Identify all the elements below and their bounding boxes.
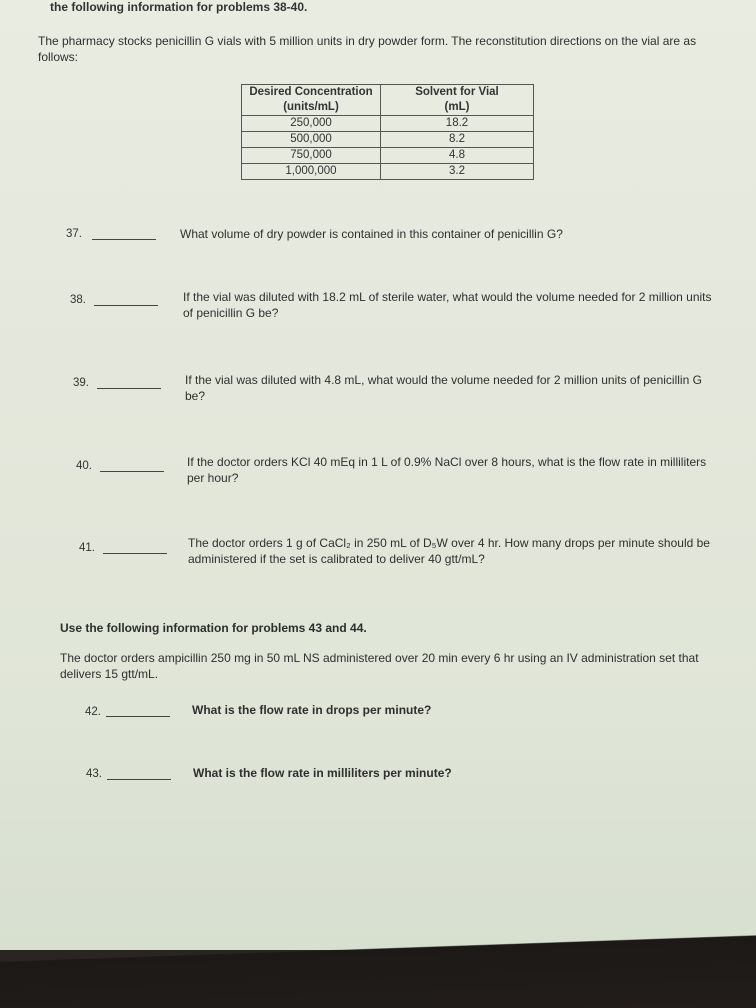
answer-blank-39[interactable] — [97, 388, 161, 389]
table-cell-concentration: 500,000 — [242, 132, 381, 148]
column-header-solvent: Solvent for Vial (mL) — [381, 85, 534, 116]
column-header-concentration: Desired Concentration (units/mL) — [242, 85, 381, 116]
table-header-row — [242, 85, 534, 116]
table-row — [242, 164, 534, 180]
table-row — [242, 116, 534, 132]
question-number-37: 37. — [66, 228, 82, 240]
desk-background — [0, 930, 756, 1008]
question-number-42: 42. — [85, 706, 101, 718]
answer-blank-38[interactable] — [94, 305, 158, 306]
table-cell-solvent: 4.8 — [381, 148, 534, 164]
question-number-39: 39. — [73, 377, 89, 389]
answer-blank-37[interactable] — [92, 239, 156, 240]
table-cell-solvent: 18.2 — [381, 116, 534, 132]
table-cell-concentration: 1,000,000 — [242, 164, 381, 180]
question-text-42: What is the flow rate in drops per minute? — [192, 703, 432, 717]
section-header: the following information for problems 38-40. — [50, 0, 308, 14]
question-number-40: 40. — [76, 460, 92, 472]
table-cell-concentration: 750,000 — [242, 148, 381, 164]
answer-blank-40[interactable] — [100, 471, 164, 472]
question-text-43: What is the flow rate in milliliters per minute? — [193, 766, 452, 780]
question-text-40: If the doctor orders KCl 40 mEq in 1 L of 0.9% NaCl over 8 hours, what is the flow rate in milliliters per hour? — [187, 455, 707, 485]
section-body: The doctor orders ampicillin 250 mg in 50 mL NS administered over 20 min every 6 hr using an IV administration set that delivers 15 gtt/mL. — [60, 651, 699, 681]
question-text-38: If the vial was diluted with 18.2 mL of sterile water, what would the volume needed for 2 million units of penicillin G be? — [183, 290, 712, 320]
question-number-38: 38. — [70, 294, 86, 306]
table-row — [242, 132, 534, 148]
intro-paragraph: The pharmacy stocks penicillin G vials with 5 million units in dry powder form. The reconstitution directions on the vial are as follows: — [38, 34, 697, 64]
section-title: Use the following information for problems 43 and 44. — [60, 621, 367, 635]
question-text-37: What volume of dry powder is contained in this container of penicillin G? — [180, 227, 563, 241]
answer-blank-41[interactable] — [103, 553, 167, 554]
answer-blank-43[interactable] — [107, 779, 171, 780]
table-cell-solvent: 3.2 — [381, 164, 534, 180]
question-text-41: The doctor orders 1 g of CaCl₂ in 250 mL of D₅W over 4 hr. How many drops per minute should be administered if the set is calibrated to deliver 40 gtt/mL? — [188, 536, 710, 566]
question-number-41: 41. — [79, 542, 95, 554]
table-cell-concentration: 250,000 — [242, 116, 381, 132]
reconstitution-table — [241, 84, 534, 180]
question-text-39: If the vial was diluted with 4.8 mL, what would the volume needed for 2 million units of penicillin G be? — [185, 373, 702, 403]
answer-blank-42[interactable] — [106, 716, 170, 717]
table-cell-solvent: 8.2 — [381, 132, 534, 148]
table-row — [242, 148, 534, 164]
question-number-43: 43. — [86, 768, 102, 780]
